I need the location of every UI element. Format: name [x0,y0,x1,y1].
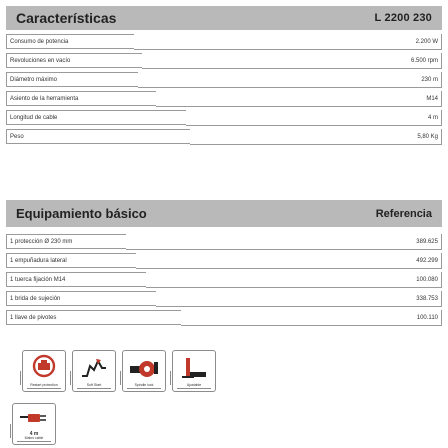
feature-caption: Spindle lock [127,384,161,389]
characteristics-table [6,32,442,146]
spec-row [6,51,442,70]
equipment-label: 1 brida de sujeción [10,295,61,302]
equipment-row [6,308,442,327]
spec-row [6,127,442,146]
cable-length: 4 m [29,430,39,437]
feature-caption: Restart protection [27,384,61,389]
spec-label: Asiento de la herramienta [10,95,79,102]
equipment-title: Equipamiento básico [16,206,147,221]
equipment-label: 1 protección Ø 230 mm [10,238,73,245]
feature-card [122,350,166,392]
feature-card [172,350,216,392]
spec-value: M14 [426,95,438,102]
spec-value: 5,80 Kg [417,133,438,140]
equipment-header [6,200,442,227]
characteristics-title: Características [16,10,117,26]
equipment-row [6,251,442,270]
feature-card [22,350,66,392]
equipment-row [6,270,442,289]
equipment-label: 1 tuerca fijación M14 [10,276,66,283]
equipment-ref: 100.080 [416,276,438,283]
characteristics-header [6,6,442,30]
feature-caption: Ajustable [177,384,211,389]
spec-label: Longitud de cable [10,114,58,121]
spec-value: 2.200 W [415,38,438,45]
spec-label: Consumo de potencia [10,38,69,45]
spec-label: Revoluciones en vacío [10,57,71,64]
mains-cable-caption [17,432,51,442]
equipment-ref: 338.753 [416,295,438,302]
motor-protection-icon [26,354,62,382]
equipment-row [6,232,442,251]
spec-row [6,70,442,89]
equipment-ref: 100.110 [416,314,438,321]
spec-row [6,32,442,51]
spec-row [6,108,442,127]
equipment-ref: 492.299 [416,257,438,264]
spec-row [6,89,442,108]
equipment-row [6,289,442,308]
spec-value: 230 m [421,76,438,83]
angle-grinder-icon [176,354,212,382]
equipment-table [6,232,442,327]
feature-icons [22,350,216,392]
model-label: L 2200 230 [374,12,432,24]
spec-value: 6.500 rpm [410,57,438,64]
spec-value: 4 m [427,114,438,121]
reference-header: Referencia [375,207,432,220]
feature-card [72,350,116,392]
spec-label: Peso [10,133,24,140]
feature-caption: Soft Start [77,384,111,389]
equipment-label: 1 llave de pivotes [10,314,57,321]
mains-cable-card [12,403,56,445]
spec-label: Diámetro máximo [10,76,58,83]
cable-caption: Mains cable [24,436,44,441]
equipment-ref: 389.625 [416,238,438,245]
soft-start-icon [76,354,112,382]
equipment-label: 1 empuñadura lateral [10,257,67,264]
spindle-lock-icon [126,354,162,382]
